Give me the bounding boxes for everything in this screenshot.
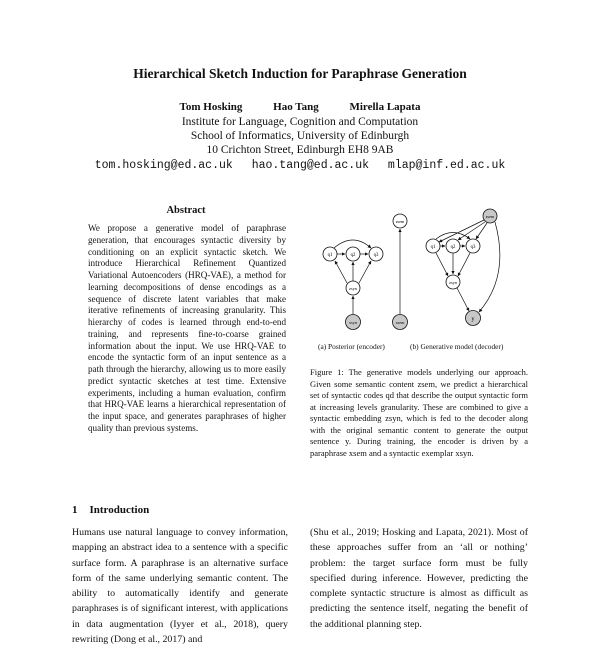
affiliation-line: School of Informatics, University of Edinburgh bbox=[190, 130, 410, 142]
author-list bbox=[0, 101, 600, 113]
node-label-z-syn: zsyn bbox=[349, 286, 357, 291]
figure-1-diagram bbox=[310, 206, 528, 346]
figure-caption: Figure 1: The generative models underlying our approach. Given some semantic content zsem, we predict a hierarchical set of syntactic codes qd that describe the output syntactic form at increasing levels granularity. These are combined to give a syntactic embedding zsyn, which is fed to the decoder along with the original semantic content to generate the output sentence y. During training, the encoder is driven by a paraphrase xsem and a syntactic exemplar xsyn. bbox=[310, 367, 528, 458]
abstract-heading: Abstract bbox=[166, 205, 206, 216]
abstract-text: We propose a generative model of paraphrase generation, that encourages syntactic diversity by conditioning on an explicit syntactic sketch. We introduce Hierarchical Refinement Quantized Variational Autoencoders (HRQ-VAE), a method for learning decompositions of dense encodings as a sequence of discrete latent variables that make iterative refinements of increasing granularity. This hierarchy of codes is learned through end-to-end training, and represents fine-to-coarse grained information about the input. We use HRQ-VAE to encode the syntactic form of an input sentence as a path through the hierarchy, allowing us to more easily predict syntactic sketches at test time. Extensive experiments, including a human evaluation, confirm that HRQ-VAE learns a hierarchical representation of the input space, and generates paraphrases of higher quality than previous systems. bbox=[88, 223, 286, 433]
node-label-q1: q1 bbox=[430, 245, 436, 250]
node-label-y: y bbox=[471, 316, 475, 323]
node-label-q3: q3 bbox=[373, 253, 379, 258]
author-name: Tom Hosking bbox=[179, 101, 243, 113]
email-list bbox=[0, 159, 600, 172]
node-label-x-sem: xsem bbox=[395, 320, 405, 325]
section-number: 1 bbox=[72, 504, 78, 516]
author-name: Hao Tang bbox=[273, 101, 319, 113]
node-label-q2: q2 bbox=[350, 253, 356, 258]
node-label-x-syn: xsyn bbox=[349, 320, 357, 325]
introduction-text: Humans use natural language to convey information, mapping an abstract idea to a sentence with a specific surface form. A paraphrase is an alternative surface form of the same underlying semantic content. The ability to automatically identify and generate paraphrases is of significant interest, with applications in data augmentation (Iyyer et al., 2018), query rewriting (Dong et al., 2017) and bbox=[72, 527, 288, 646]
affiliation-line: 10 Crichton Street, Edinburgh EH8 9AB bbox=[206, 144, 394, 156]
subfigure-caption-a: (a) Posterior (encoder) bbox=[318, 342, 385, 351]
affiliation-line: Institute for Language, Cognition and Computation bbox=[181, 116, 419, 128]
decoder-graph bbox=[426, 209, 500, 326]
node-label-z-sem: zsem bbox=[395, 219, 405, 224]
right-column-text: (Shu et al., 2019; Hosking and Lapata, 2021). Most of these approaches suffer from an ‘all or nothing’ problem: the target surface form must be fully specified during inference. However, predicting the complete syntactic structure is almost as difficult as predicting the sentence itself, negating the benefit of the additional planning step. bbox=[310, 527, 528, 630]
encoder-graph bbox=[323, 214, 408, 330]
node-label-q3: q3 bbox=[470, 245, 476, 250]
node-label-q1: q1 bbox=[327, 253, 333, 258]
section-heading bbox=[72, 504, 149, 516]
email: mlap@inf.ed.ac.uk bbox=[387, 159, 506, 172]
paper-title: Hierarchical Sketch Induction for Paraphrase Generation bbox=[133, 66, 467, 81]
email: hao.tang@ed.ac.uk bbox=[251, 159, 370, 172]
node-label-q2: q2 bbox=[450, 245, 456, 250]
subfigure-caption-b: (b) Generative model (decoder) bbox=[410, 342, 504, 351]
section-title: Introduction bbox=[89, 504, 150, 516]
author-name: Mirella Lapata bbox=[349, 101, 421, 113]
email: tom.hosking@ed.ac.uk bbox=[94, 159, 233, 172]
node-label-z-syn: zsyn bbox=[449, 280, 457, 285]
node-label-z-sem: zsem bbox=[485, 214, 495, 219]
